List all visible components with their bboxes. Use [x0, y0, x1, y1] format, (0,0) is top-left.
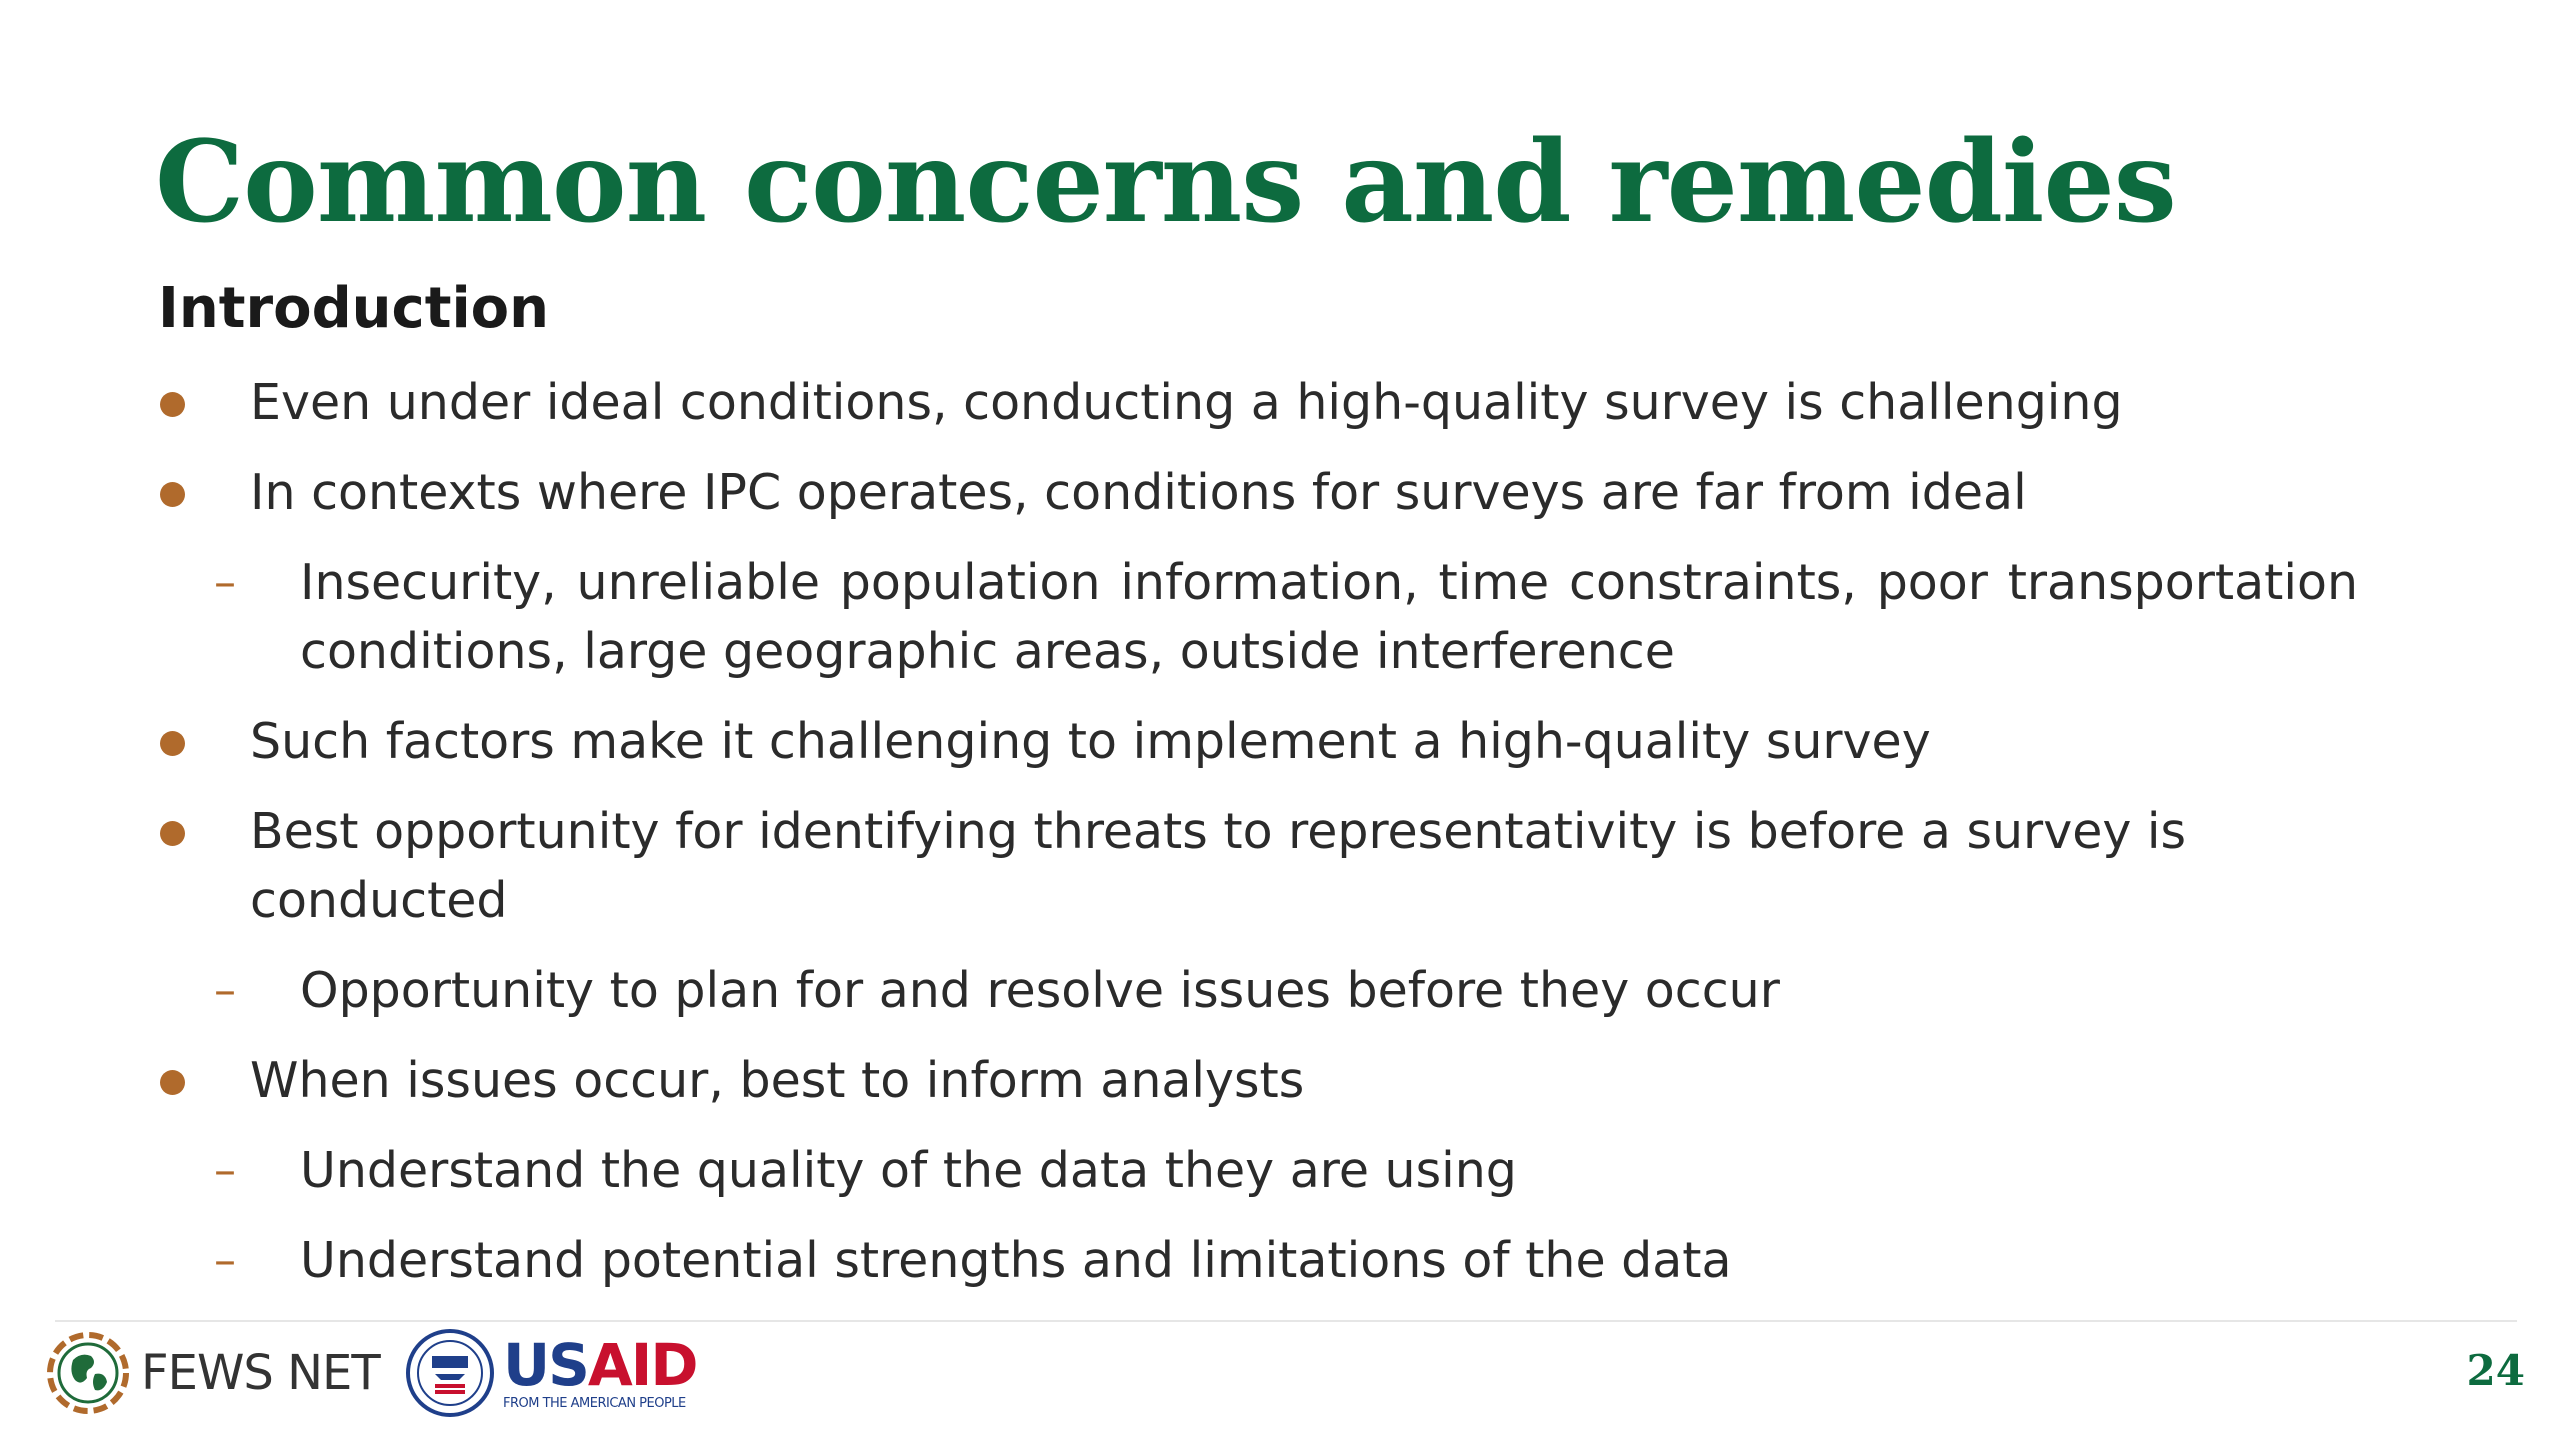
bullet-dot	[160, 482, 185, 507]
dash-marker: –	[214, 557, 236, 608]
list-item-text: Understand potential strengths and limitations of the data	[300, 1232, 1732, 1289]
sub-list-item	[158, 956, 2358, 1025]
usaid-logo	[405, 1328, 697, 1418]
dash-marker: –	[214, 1145, 236, 1196]
sub-list-item	[158, 1226, 2358, 1295]
list-item-text: Opportunity to plan for and resolve issues before they occur	[300, 962, 1780, 1019]
list-item-text: In contexts where IPC operates, conditions for surveys are far from ideal	[250, 464, 2027, 521]
dash-marker: –	[214, 1235, 236, 1286]
fews-net-wordmark: FEWS NET	[141, 1345, 380, 1401]
usaid-seal-icon	[405, 1328, 495, 1418]
footer-divider	[55, 1320, 2517, 1322]
list-item	[158, 707, 2358, 776]
footer	[45, 1328, 2525, 1418]
fews-net-logo	[45, 1328, 380, 1418]
list-item	[158, 1046, 2358, 1115]
list-item-text: Best opportunity for identifying threats to representativity is before a survey is conducted	[250, 803, 2187, 929]
sub-list-item	[158, 548, 2358, 686]
usaid-wordmark: USAID	[503, 1330, 697, 1399]
list-item	[158, 797, 2358, 935]
bullet-dot	[160, 731, 185, 756]
bullet-list	[158, 368, 2358, 1316]
sub-list-item	[158, 1136, 2358, 1205]
dash-marker: –	[214, 965, 236, 1016]
section-subtitle: Introduction	[158, 276, 550, 341]
list-item-text: When issues occur, best to inform analysts	[250, 1052, 1305, 1109]
globe-icon	[45, 1330, 131, 1416]
bullet-dot	[160, 1070, 185, 1095]
usaid-tagline: FROM THE AMERICAN PEOPLE	[503, 1395, 686, 1411]
slide-title: Common concerns and remedies	[155, 117, 2176, 248]
list-item-text: Insecurity, unreliable population information, time constraints, poor transportation conditions, large geographic areas, outside interference	[300, 554, 2358, 680]
page-number: 24	[2466, 1346, 2525, 1395]
list-item	[158, 458, 2358, 527]
list-item-text: Even under ideal conditions, conducting a high-quality survey is challenging	[250, 374, 2123, 431]
bullet-dot	[160, 821, 185, 846]
list-item-text: Such factors make it challenging to implement a high-quality survey	[250, 713, 1931, 770]
list-item	[158, 368, 2358, 437]
list-item-text: Understand the quality of the data they are using	[300, 1142, 1517, 1199]
bullet-dot	[160, 392, 185, 417]
